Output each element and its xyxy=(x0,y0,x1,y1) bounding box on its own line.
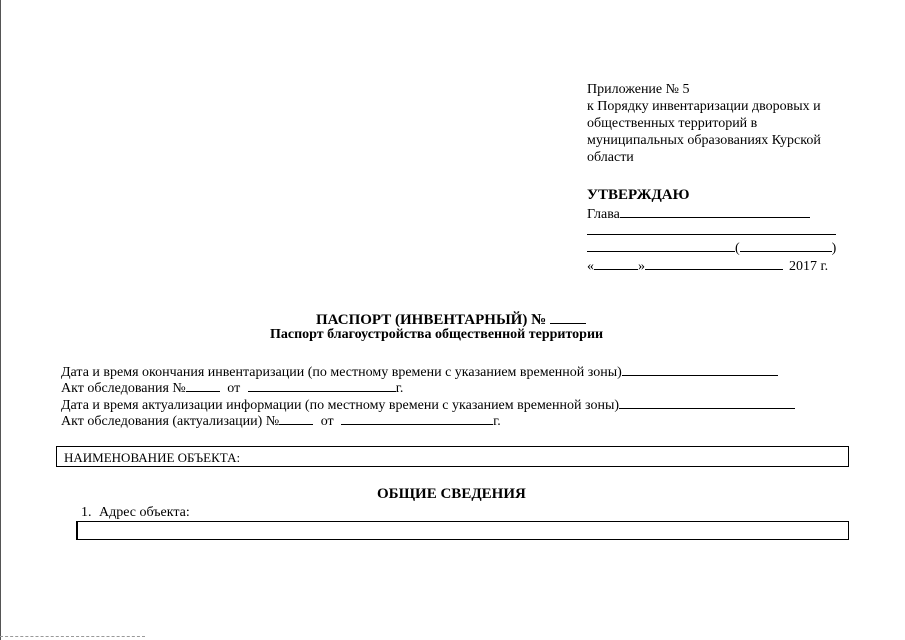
act-update-number-blank[interactable] xyxy=(279,411,313,425)
close-paren: ) xyxy=(831,241,837,256)
month-blank[interactable] xyxy=(645,256,783,270)
act-number-blank[interactable] xyxy=(186,378,220,392)
act-update-date-blank[interactable] xyxy=(341,411,493,425)
act-update-label: Акт обследования (актуализации) № xyxy=(61,414,280,429)
act-update-line xyxy=(61,411,501,430)
appendix-line: Приложение № 5 xyxy=(587,82,690,97)
signature-blank-line[interactable] xyxy=(587,234,836,235)
address-label: Адрес объекта: xyxy=(99,505,190,520)
approval-date-line xyxy=(587,256,828,275)
signature-blank[interactable] xyxy=(587,238,735,252)
act-date-blank[interactable] xyxy=(248,378,396,392)
update-time-label: Дата и время актуализации информации (по местному времени с указанием временной зоны) xyxy=(61,398,620,413)
object-name-label: НАИМЕНОВАНИЕ ОБЪЕКТА: xyxy=(64,450,241,465)
appendix-line: общественных территорий в xyxy=(587,116,758,131)
act-from-label: от xyxy=(227,381,241,396)
act-year-suffix: г. xyxy=(395,381,404,396)
passport-number-blank[interactable] xyxy=(550,310,586,324)
inventory-end-blank[interactable] xyxy=(622,362,778,376)
general-heading: ОБЩИЕ СВЕДЕНИЯ xyxy=(377,486,526,502)
scan-artifact-line xyxy=(0,636,145,638)
quote-close: » xyxy=(638,259,645,274)
act-update-year-suffix: г. xyxy=(493,414,501,429)
address-item xyxy=(81,504,190,521)
approval-year: 2017 г. xyxy=(789,259,829,274)
quote-open: « xyxy=(587,259,594,274)
appendix-line: муниципальных образованиях Курской xyxy=(587,133,821,148)
inventory-end-label: Дата и время окончания инвентаризации (по местному времени с указанием временной зоны) xyxy=(61,365,622,380)
appendix-line: области xyxy=(587,150,634,165)
appendix-note xyxy=(587,81,821,166)
open-paren: ( xyxy=(735,241,740,256)
approval-title: УТВЕРЖДАЮ xyxy=(587,187,690,203)
approval-head-line xyxy=(587,204,810,223)
signature-name-line xyxy=(587,238,836,257)
page-left-edge-line xyxy=(0,0,1,640)
appendix-line: к Порядку инвентаризации дворовых и xyxy=(587,99,821,114)
address-field[interactable] xyxy=(76,521,849,540)
approval-head-label: Глава xyxy=(587,207,620,222)
address-item-number: 1. xyxy=(81,505,92,520)
act-update-from-label: от xyxy=(320,414,334,429)
name-blank[interactable] xyxy=(740,238,832,252)
object-name-box[interactable] xyxy=(56,446,849,467)
passport-subtitle: Паспорт благоустройства общественной территории xyxy=(270,327,604,342)
day-blank[interactable] xyxy=(594,256,638,270)
act-label: Акт обследования № xyxy=(61,381,186,396)
passport-title: ПАСПОРТ (ИНВЕНТАРНЫЙ) № xyxy=(316,312,547,328)
update-time-blank[interactable] xyxy=(619,395,795,409)
head-blank[interactable] xyxy=(620,204,810,218)
